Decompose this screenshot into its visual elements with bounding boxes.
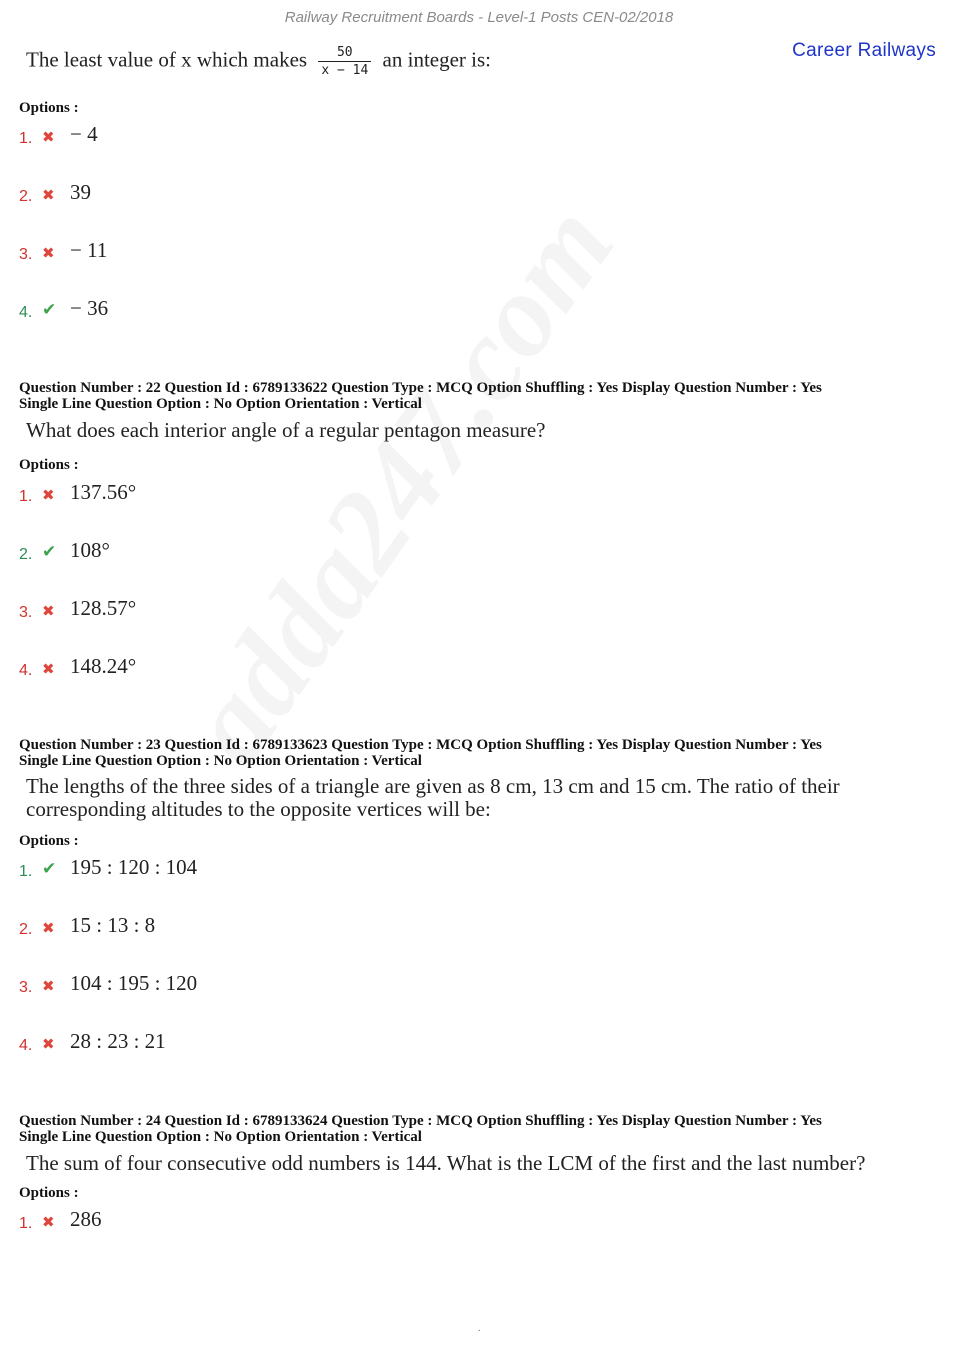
check-icon: ✔	[42, 542, 57, 562]
option-number: 1.	[19, 130, 33, 147]
question-21-text-before: The least value of x which makes	[26, 47, 308, 72]
option-number: 4.	[19, 1037, 33, 1054]
cross-icon: ✖	[42, 128, 55, 146]
question-23-text: The lengths of the three sides of a triangle are given as 8 cm, 13 cm and 15 cm. The ratio of their corresponding altitudes to the opposite vertices will be:	[26, 774, 840, 821]
cross-icon: ✖	[42, 186, 55, 204]
question-24-meta	[19, 1113, 822, 1145]
options-label: Options :	[19, 457, 79, 473]
watermark	[159, 180, 641, 787]
question-meta-line: Question Number : 22 Question Id : 6789133622 Question Type : MCQ Option Shuffling : Yes Display Question Number : Yes	[19, 380, 822, 396]
question-meta-line: Question Number : 24 Question Id : 6789133624 Question Type : MCQ Option Shuffling : Yes Display Question Number : Yes	[19, 1113, 822, 1129]
fraction-denominator: x − 14	[321, 63, 369, 78]
question-24-text: The sum of four consecutive odd numbers is 144. What is the LCM of the first and the last number?	[26, 1151, 866, 1175]
option-number: 4.	[19, 304, 33, 321]
option-value: 195 : 120 : 104	[70, 855, 198, 879]
question-22-meta	[19, 380, 822, 412]
fraction-numerator: 50	[318, 44, 371, 62]
cross-icon: ✖	[42, 602, 55, 620]
cross-icon: ✖	[42, 1213, 55, 1231]
option-value: − 4	[70, 122, 98, 146]
brand-label: Career Railways	[792, 40, 936, 61]
option-value: − 11	[70, 238, 108, 262]
option-number: 3.	[19, 979, 33, 996]
fraction	[318, 44, 371, 79]
cross-icon: ✖	[42, 1035, 55, 1053]
options-label: Options :	[19, 1185, 79, 1201]
option-value: 137.56°	[70, 480, 137, 504]
question-21-text-after: an integer is:	[382, 47, 492, 72]
option-value: 28 : 23 : 21	[70, 1029, 166, 1053]
check-icon: ✔	[42, 300, 57, 320]
question-meta-line: Single Line Question Option : No Option Orientation : Vertical	[19, 396, 422, 412]
question-meta-line: Single Line Question Option : No Option Orientation : Vertical	[19, 753, 422, 769]
option-number: 2.	[19, 921, 33, 938]
option-value: 148.24°	[70, 654, 137, 678]
option-number: 3.	[19, 604, 33, 621]
option-number: 1.	[19, 863, 33, 880]
question-21-text	[26, 44, 491, 79]
option-number: 2.	[19, 188, 33, 205]
cross-icon: ✖	[42, 486, 55, 504]
cross-icon: ✖	[42, 244, 55, 262]
option-value: 108°	[70, 538, 110, 562]
option-value: 15 : 13 : 8	[70, 913, 156, 937]
option-value: 128.57°	[70, 596, 137, 620]
options-label: Options :	[19, 833, 79, 849]
option-number: 3.	[19, 246, 33, 263]
option-value: 286	[70, 1207, 102, 1231]
question-meta-line: Question Number : 23 Question Id : 6789133623 Question Type : MCQ Option Shuffling : Yes Display Question Number : Yes	[19, 737, 822, 753]
option-number: 1.	[19, 1215, 33, 1232]
option-number: 2.	[19, 546, 33, 563]
option-value: 104 : 195 : 120	[70, 971, 198, 995]
option-number: 4.	[19, 662, 33, 679]
question-23-meta	[19, 737, 822, 769]
option-value: − 36	[70, 296, 109, 320]
check-icon: ✔	[42, 859, 57, 879]
footer-dot: .	[478, 1323, 481, 1334]
question-22-text: What does each interior angle of a regular pentagon measure?	[26, 418, 546, 442]
option-value: 39	[70, 180, 91, 204]
cross-icon: ✖	[42, 977, 55, 995]
options-label: Options :	[19, 100, 79, 116]
question-meta-line: Single Line Question Option : No Option Orientation : Vertical	[19, 1129, 422, 1145]
page-header: Railway Recruitment Boards - Level-1 Posts CEN-02/2018	[284, 9, 674, 26]
cross-icon: ✖	[42, 660, 55, 678]
cross-icon: ✖	[42, 919, 55, 937]
option-number: 1.	[19, 488, 33, 505]
